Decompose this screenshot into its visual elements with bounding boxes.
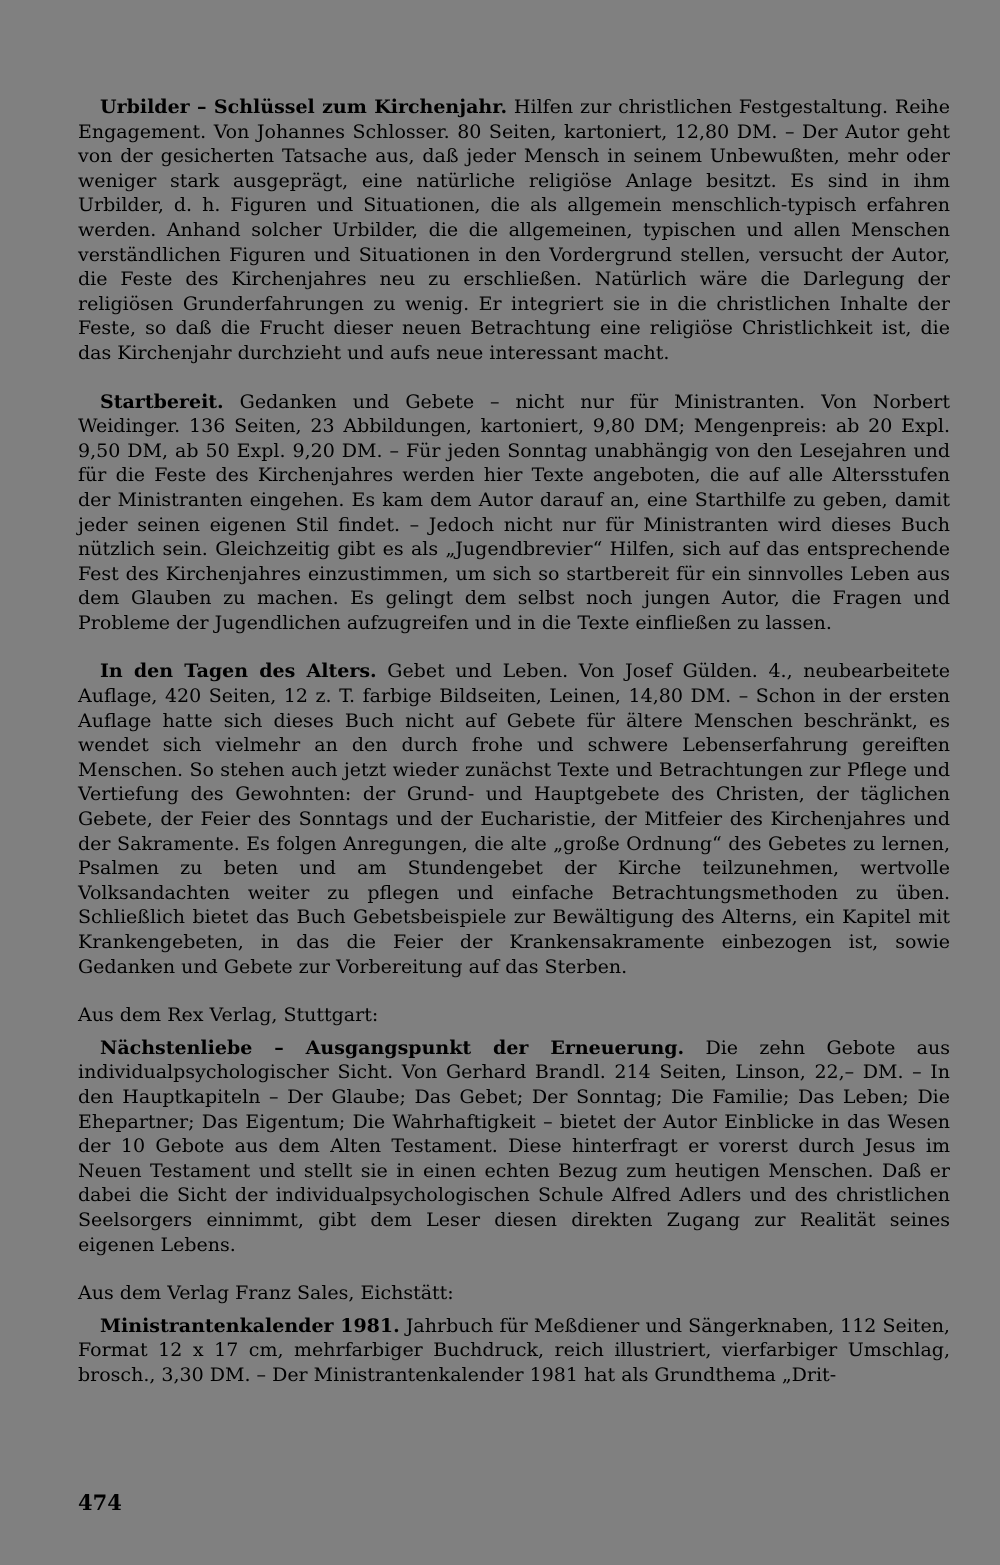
book-entry-urbilder [78, 95, 950, 366]
page-number: 474 [78, 1490, 122, 1515]
book-title: Ministrantenkalender 1981. [100, 1314, 400, 1337]
book-title: Urbilder – Schlüssel zum Kirchenjahr. [100, 96, 508, 118]
page-content [78, 95, 950, 1412]
book-description: Hilfen zur christlichen Festgestaltung. Reihe Engagement. Von Johannes Schlosser. 80 Seiten, kartoniert, 12,80 DM. – Der Autor geht von der gesicherten Tatsache aus, daß jeder Mensch in seinem Unbewußten, mehr oder weniger stark ausgeprägt, eine natürliche religiöse Anlage besitzt. Es sind in ihm Urbilder, d. h. Figuren und Situationen, die als allgemein menschlich-typisch erfahren werden. Anhand solcher Urbilder, die die allgemeinen, typischen und allen Menschen verständlichen Figuren und Situationen in den Vordergrund stellen, versucht der Autor, die Feste des Kirchenjahres neu zu erschließen. Natürlich wäre die Darlegung der religiösen Grunderfahrungen zu wenig. Er integriert sie in die christlichen Inhalte der Feste, so daß die Frucht dieser neuen Betrachtung eine religiöse Christlichkeit ist, die das Kirchenjahr durchzieht und aufs neue interessant macht. [78, 96, 950, 364]
book-description: Jahrbuch für Meßdiener und Sängerknaben, 112 Seiten, Format 12 x 17 cm, mehrfarbiger Buchdruck, reich illustriert, vierfarbiger Umschlag, brosch., 3,30 DM. – Der Ministrantenkalender 1981 hat als Grundthema „Drit- [78, 1314, 950, 1386]
book-entry-naechstenliebe [78, 1036, 950, 1257]
book-entry-startbereit [78, 390, 950, 636]
book-description: Die zehn Gebote aus individualpsychologischer Sicht. Von Gerhard Brandl. 214 Seiten, Linson, 22,– DM. – In den Hauptkapiteln – Der Glaube; Das Gebet; Der Sonntag; Die Familie; Das Leben; Die Ehepartner; Das Eigentum; Die Wahrhaftigkeit – bietet der Autor Einblicke in das Wesen der 10 Gebote aus dem Alten Testament. Diese hinterfragt er vorerst durch Jesus im Neuen Testament und stellt sie in einen echten Bezug zum heutigen Menschen. Daß er dabei die Sicht der individualpsychologischen Schule Alfred Adlers und des christlichen Seelsorgers einnimmt, gibt dem Leser diesen direkten Zugang zur Realität seines eigenen Lebens. [78, 1036, 950, 1256]
book-title: Startbereit. [100, 390, 224, 413]
book-entry-tagen-des-alters [78, 659, 950, 979]
book-title: Nächstenliebe – Ausgangspunkt der Erneuerung. [100, 1036, 685, 1059]
book-entry-ministrantenkalender [78, 1314, 950, 1388]
book-description: Gebet und Leben. Von Josef Gülden. 4., neubearbeitete Auflage, 420 Seiten, 12 z. T. farbige Bildseiten, Leinen, 14,80 DM. – Schon in der ersten Auflage hatte sich dieses Buch nicht auf Gebete für ältere Menschen beschränkt, es wendet sich vielmehr an den durch frohe und schwere Lebenserfahrung gereiften Menschen. So stehen auch jetzt wieder zunächst Texte und Betrachtungen zur Pflege und Vertiefung des Gewohnten: der Grund- und Hauptgebete des Christen, der täglichen Gebete, der Feier des Sonntags und der Eucharistie, der Mitfeier des Kirchenjahres und der Sakramente. Es folgen Anregungen, die alte „große Ordnung“ des Gebetes zu lernen, Psalmen zu beten und am Stundengebet der Kirche teilzunehmen, wertvolle Volksandachten weiter zu pflegen und einfache Betrachtungsmethoden zu üben. Schließlich bietet das Buch Gebetsbeispiele zur Bewältigung des Alterns, ein Kapitel mit Krankengebeten, in das die Feier der Krankensakramente einbezogen ist, sowie Gedanken und Gebete zur Vorbereitung auf das Sterben. [78, 660, 950, 978]
book-title: In den Tagen des Alters. [100, 660, 377, 683]
publisher-heading-sales: Aus dem Verlag Franz Sales, Eichstätt: [78, 1282, 454, 1305]
book-description: Gedanken und Gebete – nicht nur für Ministranten. Von Norbert Weidinger. 136 Seiten, 23 Abbildungen, kartoniert, 9,80 DM; Mengenpreis: ab 20 Expl. 9,50 DM, ab 50 Expl. 9,20 DM. – Für jeden Sonntag unabhängig von den Lesejahren und für die Feste des Kirchenjahres werden hier Texte angeboten, die auf alle Altersstufen der Ministranten eingehen. Es kam dem Autor darauf an, eine Starthilfe zu geben, damit jeder seinen eigenen Stil findet. – Jedoch nicht nur für Ministranten wird dieses Buch nützlich sein. Gleichzeitig gibt es als „Jugendbrevier“ Hilfen, sich auf das entsprechende Fest des Kirchenjahres einzustimmen, um sich so startbereit für ein sinnvolles Leben aus dem Glauben zu machen. Es gelingt dem selbst noch jungen Autor, die Fragen und Probleme der Jugendlichen aufzugreifen und in die Texte einfließen zu lassen. [78, 390, 950, 634]
publisher-heading-rex: Aus dem Rex Verlag, Stuttgart: [78, 1004, 379, 1027]
